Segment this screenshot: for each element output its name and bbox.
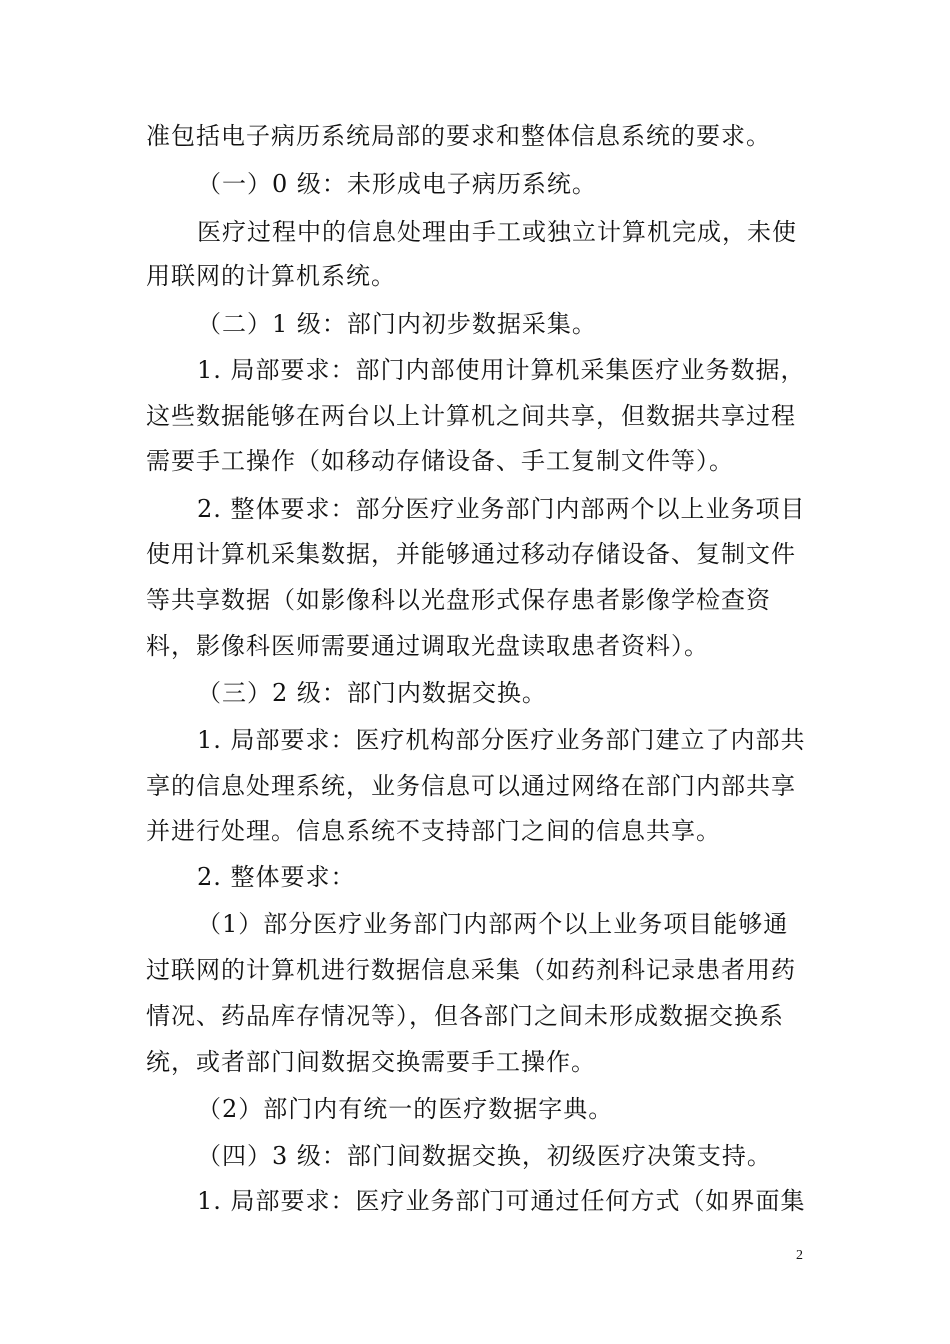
text-line: 过联网的计算机进行数据信息采集（如药剂科记录患者用药 xyxy=(146,956,796,984)
text-line: 情况、药品库存情况等），但各部门之间未形成数据交换系 xyxy=(146,1002,784,1030)
text-line: 需要手工操作（如移动存储设备、手工复制文件等）。 xyxy=(146,447,734,475)
section-heading-level-1: （二）1 级：部门内初步数据采集。 xyxy=(197,310,597,338)
text-line: 用联网的计算机系统。 xyxy=(146,262,396,290)
text-line: 医疗过程中的信息处理由手工或独立计算机完成，未使 xyxy=(197,218,797,246)
text-line: 并进行处理。信息系统不支持部门之间的信息共享。 xyxy=(146,817,721,845)
text-line: 准包括电子病历系统局部的要求和整体信息系统的要求。 xyxy=(146,122,771,150)
text-line: 统，或者部门间数据交换需要手工操作。 xyxy=(146,1048,596,1076)
section-heading-level-2: （三）2 级：部门内数据交换。 xyxy=(197,679,547,707)
text-line: 1. 局部要求：医疗机构部分医疗业务部门建立了内部共 xyxy=(197,726,806,754)
text-line: 等共享数据（如影像科以光盘形式保存患者影像学检查资 xyxy=(146,586,771,614)
section-heading-level-3: （四）3 级：部门间数据交换，初级医疗决策支持。 xyxy=(197,1142,772,1170)
page-number: 2 xyxy=(796,1248,803,1263)
text-line: 2. 整体要求：部分医疗业务部门内部两个以上业务项目 xyxy=(197,495,806,523)
section-heading-level-0: （一）0 级：未形成电子病历系统。 xyxy=(197,170,597,198)
text-line: （1）部分医疗业务部门内部两个以上业务项目能够通 xyxy=(197,910,789,938)
text-line: 1. 局部要求：医疗业务部门可通过任何方式（如界面集 xyxy=(197,1187,806,1215)
text-line: 2. 整体要求： xyxy=(197,863,356,891)
text-line: 这些数据能够在两台以上计算机之间共享，但数据共享过程 xyxy=(146,402,796,430)
text-line: 使用计算机采集数据，并能够通过移动存储设备、复制文件 xyxy=(146,540,796,568)
text-line: 1. 局部要求：部门内部使用计算机采集医疗业务数据， xyxy=(197,356,806,384)
text-line: 料，影像科医师需要通过调取光盘读取患者资料）。 xyxy=(146,632,709,660)
text-line: （2）部门内有统一的医疗数据字典。 xyxy=(197,1095,614,1123)
text-line: 享的信息处理系统，业务信息可以通过网络在部门内部共享 xyxy=(146,772,796,800)
